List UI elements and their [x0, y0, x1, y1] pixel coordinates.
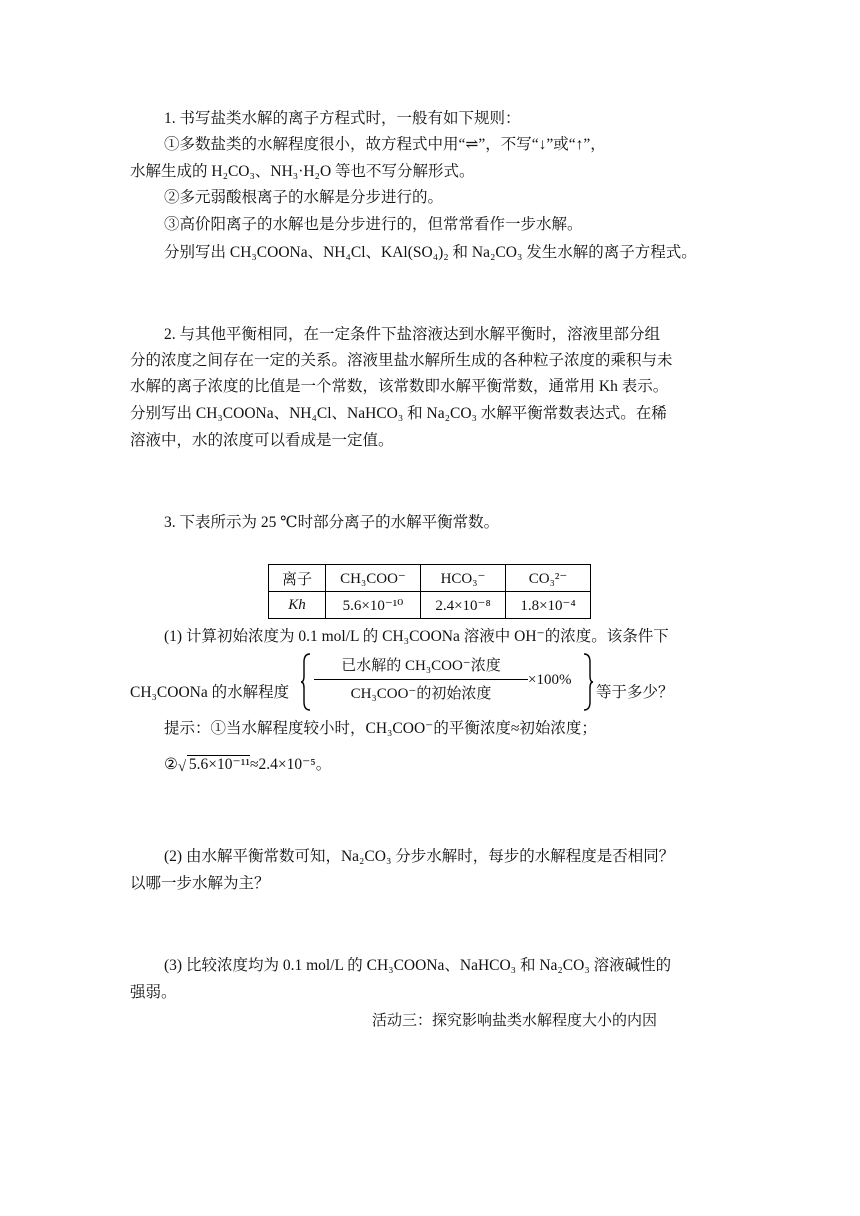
s3-q2-line-2: 以哪一步水解为主？	[130, 875, 270, 892]
table-cell: HCO₃⁻	[421, 565, 506, 592]
s1-line-2a: ①多数盐类的水解程度很小，故方程式中用“	[164, 136, 466, 153]
s1-line-4: ②多元弱酸根离子的水解是分步进行的。	[164, 189, 444, 206]
s1-line-3: 水解生成的 H₂CO₃、NH₃·H₂O 等也不写分解形式。	[130, 163, 475, 180]
activity-3-heading: 活动三：探究影响盐类水解程度大小的内因	[372, 1011, 658, 1029]
s3-hint-2	[164, 752, 331, 778]
s2-line-2: 分的浓度之间存在一定的关系。溶液里盐水解所生成的各种粒子浓度的乘积与未	[130, 352, 673, 369]
s1-line-6: 分别写出 CH₃COONa、NH₄Cl、KAl(SO₄)₂ 和 Na₂CO₃ 发生水解的离子方程式。	[164, 244, 697, 261]
s2-line-4: 分别写出 CH₃COONa、NH₄Cl、NaHCO₃ 和 Na₂CO₃ 水解平衡常数表达式。在稀	[130, 405, 667, 422]
table-cell: 2.4×10⁻⁸	[421, 592, 506, 619]
table-cell: 离子	[269, 565, 326, 592]
hint-2-marker: ②	[164, 756, 178, 773]
square-root	[178, 752, 250, 778]
radicand: 5.6×10⁻¹¹	[188, 756, 250, 773]
s1-line-2	[164, 132, 606, 158]
s3-q3-line-2: 强弱。	[130, 984, 177, 1001]
table-cell: 1.8×10⁻⁴	[506, 592, 591, 619]
s3-q1-line-3: 等于多少？	[596, 684, 674, 701]
s2-line-1: 2. 与其他平衡相同，在一定条件下盐溶液达到水解平衡时，溶液里部分组	[164, 326, 661, 343]
table-cell: CH₃COO⁻	[326, 565, 421, 592]
s1-line-1: 1. 书写盐类水解的离子方程式时，一般有如下规则：	[164, 110, 521, 127]
s3-q1-line-2: CH₃COONa 的水解程度	[130, 684, 290, 701]
fraction-multiplier: ×100%	[528, 672, 572, 688]
left-brace-icon	[300, 652, 312, 712]
table-cell: Kh	[269, 592, 326, 619]
s3-intro: 3. 下表所示为 25 ℃时部分离子的水解平衡常数。	[164, 514, 500, 531]
table-row	[269, 565, 591, 592]
fraction-denominator: CH₃COO⁻的初始浓度	[350, 686, 492, 702]
s3-hint-1: 提示：①当水解程度较小时，CH₃COO⁻的平衡浓度≈初始浓度；	[164, 720, 597, 737]
s2-line-3: 水解的离子浓度的比值是一个常数，该常数即水解平衡常数，通常用 Kh 表示。	[130, 378, 669, 395]
fraction-bar	[314, 679, 528, 680]
s1-line-2b: ”，不写“↓”或“↑”，	[478, 136, 606, 153]
fraction-numerator: 已水解的 CH₃COO⁻浓度	[341, 658, 501, 674]
s3-q1-line-1: (1) 计算初始浓度为 0.1 mol/L 的 CH₃COONa 溶液中 OH⁻的浓度。该条件下	[164, 628, 669, 645]
hint-2-result: ≈2.4×10⁻⁵。	[250, 756, 332, 773]
s2-line-5: 溶液中，水的浓度可以看成是一定值。	[130, 432, 394, 449]
s1-line-5: ③高价阳离子的水解也是分步进行的，但常常看作一步水解。	[164, 216, 583, 233]
table-row	[269, 592, 591, 619]
table-cell: 5.6×10⁻¹⁰	[326, 592, 421, 619]
s3-q3-line-1: (3) 比较浓度均为 0.1 mol/L 的 CH₃COONa、NaHCO₃ 和 Na₂CO₃ 溶液碱性的	[164, 957, 672, 974]
equilibrium-arrow-icon: ⇌	[465, 136, 479, 153]
radical-icon: √	[177, 759, 187, 775]
right-brace-icon	[582, 652, 594, 712]
hydrolysis-constant-table	[268, 564, 591, 619]
s3-q2-line-1: (2) 由水解平衡常数可知，Na₂CO₃ 分步水解时，每步的水解程度是否相同？	[164, 848, 675, 865]
table-cell: CO₃²⁻	[506, 565, 591, 592]
